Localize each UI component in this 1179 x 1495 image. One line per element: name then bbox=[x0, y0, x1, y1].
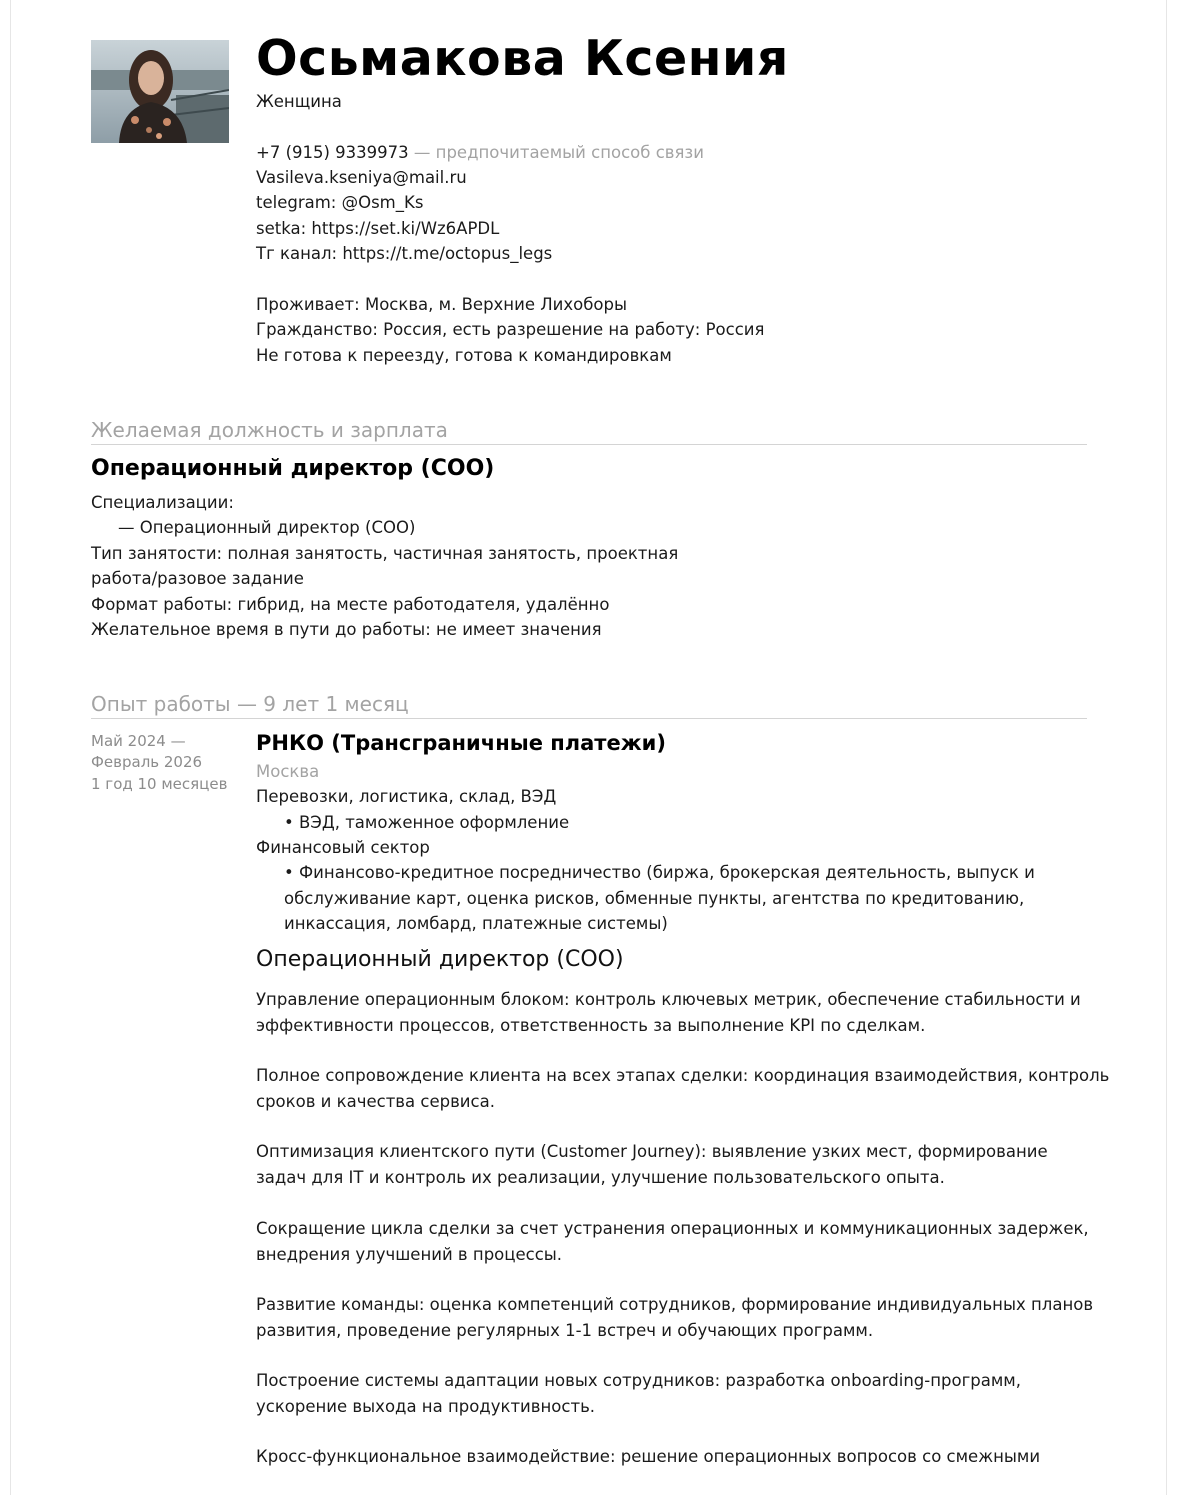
company-name: РНКО (Трансграничные платежи) bbox=[256, 731, 666, 755]
tg-channel-link[interactable]: Тг канал: https://t.me/octopus_legs bbox=[256, 244, 553, 263]
job-date-end: Февраль 2026 bbox=[91, 753, 203, 771]
avatar-photo bbox=[91, 40, 229, 143]
citizenship: Гражданство: Россия, есть разрешение на работу: Россия bbox=[256, 320, 765, 339]
gender: Женщина bbox=[256, 92, 342, 111]
residence: Проживает: Москва, м. Верхние Лихоборы bbox=[256, 295, 627, 314]
duty-paragraph bbox=[256, 1292, 1106, 1343]
industry-finance-sub: • Финансово-кредитное посредничество (биржа, брокерская деятельность, выпуск и bbox=[284, 863, 1035, 882]
section-title-experience: Опыт работы — 9 лет 1 месяц bbox=[91, 690, 1087, 719]
duty-line: Развитие команды: оценка компетенций сотрудников, формирование индивидуальных планов bbox=[256, 1295, 1094, 1314]
setka-link[interactable]: setka: https://set.ki/Wz6APDL bbox=[256, 219, 500, 238]
specialization-item: — Операционный директор (COO) bbox=[118, 518, 416, 537]
work-format: Формат работы: гибрид, на месте работодателя, удалённо bbox=[91, 595, 610, 614]
email-link[interactable]: Vasileva.kseniya@mail.ru bbox=[256, 168, 467, 187]
industry-finance: Финансовый сектор bbox=[256, 838, 430, 857]
specializations-label: Специализации: bbox=[91, 493, 234, 512]
duty-line: Оптимизация клиентского пути (Customer Journey): выявление узких мест, формирование bbox=[256, 1142, 1048, 1161]
industry-logistics-sub: • ВЭД, таможенное оформление bbox=[284, 813, 570, 832]
section-title-desired: Желаемая должность и зарплата bbox=[91, 416, 1087, 445]
industry-finance-sub-end: инкассация, ломбард, платежные системы) bbox=[284, 914, 668, 933]
duty-paragraph bbox=[256, 1063, 1110, 1114]
industry-finance-sub-cont: обслуживание карт, оценка рисков, обменные пункты, агентства по кредитованию, bbox=[284, 889, 1025, 908]
job-date-start: Май 2024 — bbox=[91, 732, 186, 750]
duty-line: Кросс-функциональное взаимодействие: решение операционных вопросов со смежными bbox=[256, 1447, 1041, 1466]
commute-time: Желательное время в пути до работы: не имеет значения bbox=[91, 620, 602, 639]
desired-position: Операционный директор (COO) bbox=[91, 456, 495, 481]
relocation: Не готова к переезду, готова к командировкам bbox=[256, 346, 672, 365]
candidate-name: Осьмакова Ксения bbox=[256, 30, 789, 87]
duty-line: внедрения улучшений в процессы. bbox=[256, 1244, 563, 1264]
duty-paragraph bbox=[256, 1216, 1106, 1267]
industry-logistics: Перевозки, логистика, склад, ВЭД bbox=[256, 787, 557, 806]
duty-line: сроков и качества сервиса. bbox=[256, 1091, 495, 1111]
duty-line: Полное сопровождение клиента на всех этапах сделки: координация взаимодействия, контроль bbox=[256, 1066, 1110, 1085]
phone-line bbox=[256, 140, 704, 165]
duty-paragraph bbox=[256, 1444, 1106, 1470]
duty-paragraph bbox=[256, 1139, 1106, 1190]
company-city: Москва bbox=[256, 762, 320, 781]
duty-line: задач для IT и контроль их реализации, улучшение пользовательского опыта. bbox=[256, 1167, 945, 1187]
duty-paragraph bbox=[256, 987, 1106, 1038]
phone-note: — предпочитаемый способ связи bbox=[408, 143, 704, 162]
job-title: Операционный директор (COO) bbox=[256, 947, 624, 972]
duty-line: Управление операционным блоком: контроль ключевых метрик, обеспечение стабильности и bbox=[256, 990, 1081, 1009]
employment-type-cont: работа/разовое задание bbox=[91, 569, 304, 588]
phone-number[interactable]: +7 (915) 9339973 bbox=[256, 143, 409, 162]
job-duration: 1 год 10 месяцев bbox=[91, 775, 228, 793]
duty-line: Сокращение цикла сделки за счет устранения операционных и коммуникационных задержек, bbox=[256, 1219, 1089, 1238]
telegram-contact[interactable]: telegram: @Osm_Ks bbox=[256, 193, 424, 212]
employment-type: Тип занятости: полная занятость, частичная занятость, проектная bbox=[91, 544, 679, 563]
duty-paragraph bbox=[256, 1368, 1106, 1419]
duty-line: Построение системы адаптации новых сотрудников: разработка onboarding-программ, bbox=[256, 1371, 1021, 1390]
duty-line: ускорение выхода на продуктивность. bbox=[256, 1396, 596, 1416]
duty-line: развития, проведение регулярных 1-1 встреч и обучающих программ. bbox=[256, 1320, 874, 1340]
duty-line: эффективности процессов, ответственность за выполнение KPI по сделкам. bbox=[256, 1015, 926, 1035]
